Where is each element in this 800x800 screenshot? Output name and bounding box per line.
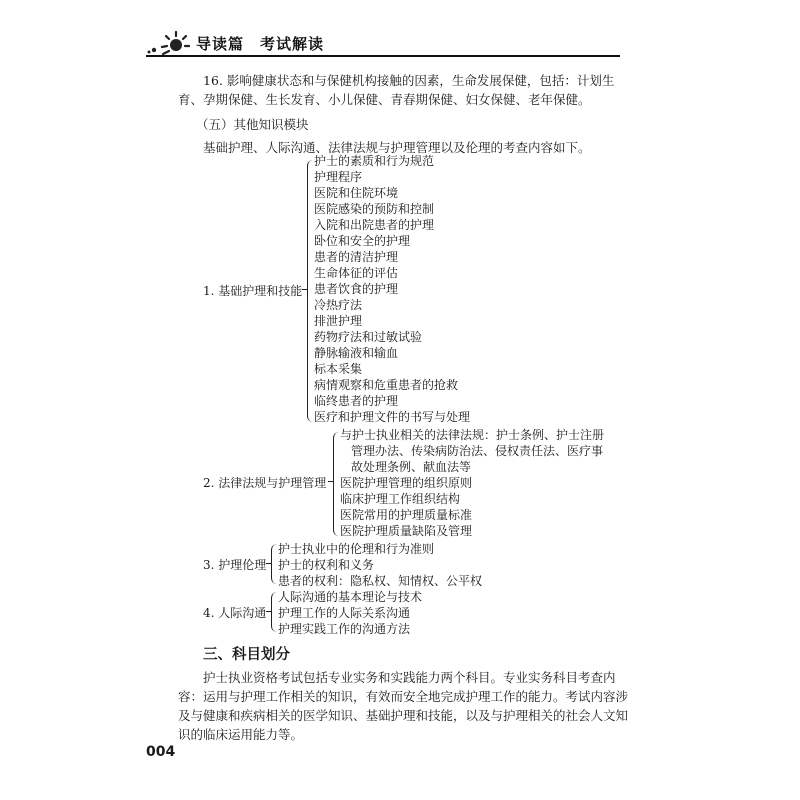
list-item: 临床护理工作组织结构: [340, 492, 461, 506]
list-item: 患者饮食的护理: [314, 282, 399, 296]
category-1-brace: [307, 160, 313, 422]
category-label-ethics: 3. 护理伦理: [203, 558, 267, 572]
page-header-title: 导读篇 考试解读: [196, 35, 325, 53]
list-item: 护士执业中的伦理和行为准则: [278, 542, 435, 556]
list-item: 冷热疗法: [314, 298, 363, 312]
paragraph-16-line-2: 育、孕期保健、生长发育、小儿保健、青春期保健、妇女保健、老年保健。: [178, 92, 591, 107]
list-item: 生命体征的评估: [314, 266, 399, 280]
list-item: 静脉输液和输血: [314, 346, 399, 360]
section-3-line-4: 识的临床运用能力等。: [178, 727, 304, 742]
list-item: 护士的素质和行为规范: [314, 154, 435, 168]
category-3-brace-tip: [266, 563, 271, 564]
section-5-title: （五）其他知识模块: [196, 117, 309, 132]
list-item: 人际沟通的基本理论与技术: [278, 590, 423, 604]
list-item: 医院和住院环境: [314, 186, 399, 200]
list-item: 药物疗法和过敏试验: [314, 330, 423, 344]
list-item: 与护士执业相关的法律法规：护士条例、护士注册: [340, 428, 605, 442]
section-3-line-2: 容：运用与护理工作相关的知识，有效而安全地完成护理工作的能力。考试内容涉: [178, 689, 629, 704]
header-divider: [146, 55, 620, 57]
list-item: 医院护理质量缺陷及管理: [340, 524, 473, 538]
category-4-brace: [271, 592, 277, 632]
list-item: 医院常用的护理质量标准: [340, 508, 473, 522]
list-item: 护理程序: [314, 170, 363, 184]
list-item: 医院护理管理的组织原则: [340, 476, 473, 490]
category-3-brace: [271, 544, 277, 584]
list-item: 排泄护理: [314, 314, 363, 328]
list-item: 入院和出院患者的护理: [314, 218, 435, 232]
list-item: 护理实践工作的沟通方法: [278, 622, 411, 636]
section-heading-subjects: 三、科目划分: [203, 647, 290, 663]
list-item: 管理办法、传染病防治法、侵权责任法、医疗事: [351, 444, 604, 458]
category-4-brace-tip: [266, 611, 271, 612]
paragraph-16-line-1: 16. 影响健康状态和与保健机构接触的因素，生命发展保健，包括：计划生: [203, 73, 615, 88]
list-item: 护理工作的人际关系沟通: [278, 606, 411, 620]
list-item: 病情观察和危重患者的抢救: [314, 378, 459, 392]
list-item: 故处理条例、献血法等: [351, 460, 472, 474]
category-1-brace-tip: [302, 289, 307, 290]
section-3-line-3: 及与健康和疾病相关的医学知识、基础护理和技能，以及与护理相关的社会人文知: [178, 708, 629, 723]
category-2-brace-tip: [328, 481, 333, 482]
section-3-line-1: 护士执业资格考试包括专业实务和实践能力两个科目。专业实务科目考查内: [203, 670, 616, 685]
list-item: 临终患者的护理: [314, 394, 399, 408]
category-label-communication: 4. 人际沟通: [203, 606, 267, 620]
list-item: 护士的权利和义务: [278, 558, 375, 572]
category-label-basic-nursing: 1. 基础护理和技能: [203, 284, 303, 298]
category-2-brace: [333, 432, 339, 536]
list-item: 患者的清洁护理: [314, 250, 399, 264]
page-number: 004: [146, 744, 176, 760]
category-label-law-management: 2. 法律法规与护理管理: [203, 476, 327, 490]
list-item: 标本采集: [314, 362, 363, 376]
list-item: 医院感染的预防和控制: [314, 202, 435, 216]
list-item: 卧位和安全的护理: [314, 234, 411, 248]
list-item: 患者的权利：隐私权、知情权、公平权: [278, 574, 483, 588]
sunburst-icon: [146, 30, 190, 56]
section-5-intro: 基础护理、人际沟通、法律法规与护理管理以及伦理的考查内容如下。: [203, 140, 591, 155]
list-item: 医疗和护理文件的书写与处理: [314, 410, 471, 424]
